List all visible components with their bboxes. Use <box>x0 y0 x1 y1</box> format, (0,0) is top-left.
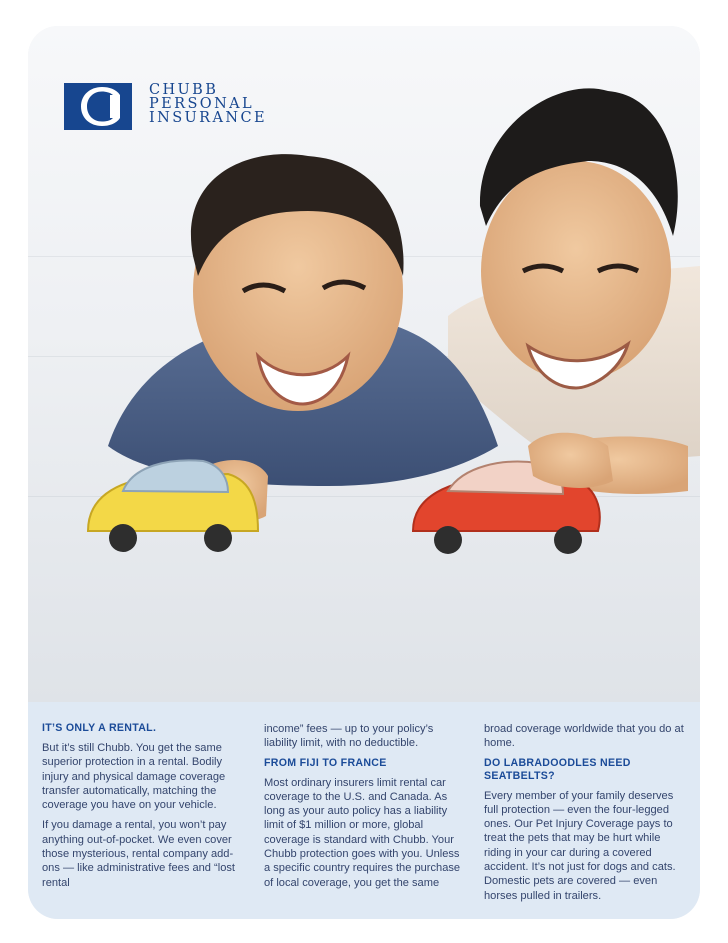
paragraph: But it’s still Chubb. You get the same superior protection in a rental. Bodily injury and physical damage coverage transfer automatically, matching the coverage you have on your vehicle. <box>42 742 226 812</box>
chubb-c-logo-icon <box>64 83 132 130</box>
heading-rental: IT’S ONLY A RENTAL. <box>42 722 157 734</box>
brochure-page <box>28 26 700 919</box>
heading-fiji-france: FROM FIJI TO FRANCE <box>264 756 387 769</box>
column-2 <box>264 722 464 896</box>
logo-line-2: PERSONAL <box>149 96 255 112</box>
paragraph: Most ordinary insurers limit rental car coverage to the U.S. and Canada. As long as your auto policy has a liability limit of $1 million or more, global coverage is standard with Chubb. Your Chubb protection goes with you. Unless a specific country requires the purchase of local coverage, you get the same <box>264 776 461 889</box>
logo-line-1: CHUBB <box>149 82 219 98</box>
paragraph: Every member of your family deserves full protection — even the four-legged ones. Our Pet Injury Coverage pays to treat the pets that may be hurt while riding in your car during a covered accident. It’s not just for dogs and cats. Domestic pets are covered — even horses pulled in trailers. <box>484 789 676 902</box>
column-3 <box>484 722 684 909</box>
hero-photo <box>28 26 700 702</box>
paragraph: If you damage a rental, you won’t pay anything out-of-pocket. We even cover those mysterious, rental company add-ons — like administrative fees and “lost rental <box>42 819 235 889</box>
logo-line-3: INSURANCE <box>149 110 267 126</box>
heading-labradoodles: DO LABRADOODLES NEED SEATBELTS? <box>484 756 631 782</box>
text-panel <box>28 702 700 919</box>
paragraph: broad coverage worldwide that you do at home. <box>484 723 684 750</box>
logo-wordmark <box>149 83 329 125</box>
paragraph: income” fees — up to your policy’s liability limit, with no deductible. <box>264 723 434 750</box>
column-1 <box>42 722 242 896</box>
